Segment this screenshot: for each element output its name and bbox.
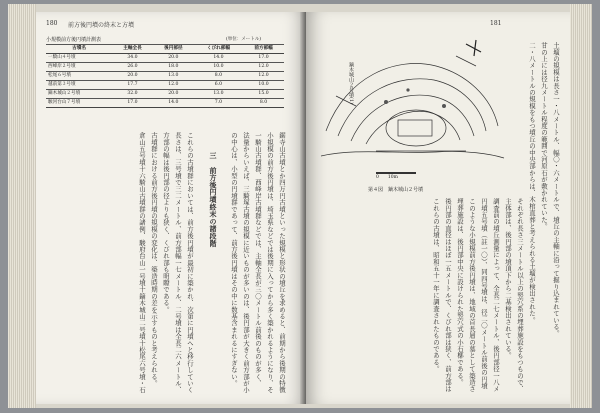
- table-cell: 西峰岸２号墳: [46, 63, 112, 72]
- table-cell: 7.0: [194, 99, 243, 108]
- right-page: [306, 12, 570, 404]
- table-cell: 17.0: [243, 54, 284, 63]
- table-cell: 6.0: [194, 81, 243, 90]
- table-row: [46, 90, 284, 99]
- table-cell: 17.0: [112, 99, 153, 108]
- table-cell: 34.0: [112, 54, 153, 63]
- body-text-column: それぞれ長さ三メートル以上の竪穴系の埋葬施設をもつもので、: [516, 198, 524, 393]
- measurement-table: [46, 44, 284, 108]
- table-cell: 12.0: [153, 81, 194, 90]
- table-row: [46, 81, 284, 90]
- table-header: 前方部幅: [243, 45, 284, 54]
- body-text-column: これらの古墳群においては、前方後円墳が最初に築かれ、次第に円墳へと移行していく: [186, 132, 194, 394]
- table-header: 後円部径: [153, 45, 194, 54]
- body-text-column: 法量からいえば、三騎塚古墳の規模に近いものが多いのは、後円部が大きく前方部が小: [242, 132, 250, 394]
- body-text-column: 小規模の前方後円墳は、埼玉県などでは後期に入ってから多く築かれるようになり、そ: [266, 132, 274, 394]
- page-edges-right: [570, 4, 592, 408]
- table-cell: 13.0: [153, 72, 194, 81]
- table-cell: 10.0: [194, 63, 243, 72]
- mound-outline: [386, 110, 446, 146]
- body-text-column: このような小規模前方後円墳は、地域の首長層の墓として築造さ: [468, 198, 476, 393]
- table-row: [46, 99, 284, 108]
- body-text-column: の中心は、小型の円墳群であって、前方後円墳はその中に数基含まれるにすぎない。: [230, 132, 238, 387]
- burial-pit: [398, 120, 432, 136]
- contour-line: [321, 151, 504, 158]
- tumulus-plan-figure: [316, 36, 506, 186]
- body-text-column: 方部の幅は後円部の径よりも狭く、くびれ部も明瞭である。: [162, 132, 170, 313]
- table-cell: 松尾６号墳: [46, 72, 112, 81]
- body-text-column: 一騎山古墳群、西峰岸古墳群などでは、主軸全長が三〇メートル前後のものが多く、: [254, 132, 262, 387]
- body-text-column: 埋葬施設は、後円部中央に設けられた竪穴式の小石槨である。: [456, 198, 464, 386]
- left-page-number: 180: [46, 20, 58, 27]
- table-cell: 8.0: [243, 99, 284, 108]
- table-header: 主軸全長: [112, 45, 153, 54]
- table-cell: 18.0: [153, 63, 194, 72]
- section-heading: 三 前方後円墳終末の諸段階: [209, 152, 218, 247]
- body-text-column: 調査前の墳丘測量によって、全長二七メートル、後円部径一八メ: [492, 198, 500, 393]
- body-text-column: 主体部は、後円部の墳頂下から二基検出されている。: [504, 198, 512, 359]
- left-page: [36, 12, 306, 404]
- body-text-column: 倉山五号墳十六騎山古墳群の諸例、駿府台山一号墳十鏑木城山二号墳十松尾六号墳・石: [138, 132, 146, 394]
- table-cell: 14.0: [194, 54, 243, 63]
- table-row: [46, 63, 284, 72]
- table-cell: 14.0: [153, 99, 194, 108]
- table-cell: 8.0: [194, 72, 243, 81]
- body-text-column: 二・八メートルの規模をもつ墳丘の中央部からは、木棺直葬と考えられる土壙が検出された。: [528, 42, 536, 324]
- north-arrow-icon: [466, 40, 481, 56]
- table-cell: 32.0: [112, 90, 153, 99]
- table-cell: 20.0: [153, 54, 194, 63]
- table-cell: 一騎山４号墳: [46, 54, 112, 63]
- table-cell: 越前第３号墳: [46, 81, 112, 90]
- table-cell: 20.0: [112, 72, 153, 81]
- figure-caption: 第４図 鏑木城山２号墳: [368, 187, 424, 193]
- left-running-head: 前方後円墳の終末と方墳: [68, 22, 135, 29]
- table-header-row: [46, 45, 284, 54]
- table-cell: 鏑木城山２号墳: [46, 90, 112, 99]
- body-text-column: 円墳五号墳（註一〇）、同四号墳は、径二〇メートル前後の円墳: [480, 198, 488, 390]
- body-text-column: これらの古墳は、昭和五十一年に調査されたものである。: [432, 198, 440, 373]
- table-title: 小規模前方後円墳計測表: [46, 37, 102, 43]
- table-header: 古墳名: [46, 45, 112, 54]
- table-cell: 26.0: [112, 63, 153, 72]
- figure-inset-label: 鏑木城山２号墳(1): [348, 62, 354, 105]
- body-text-column: 古墳群における前方後円墳の規模の変化は、築造時期の差を示すものと考えられる。: [150, 132, 158, 387]
- table-cell: 駿河台山７号墳: [46, 99, 112, 108]
- table-cell: 12.0: [243, 72, 284, 81]
- table-unit: (単位：メートル): [226, 37, 262, 42]
- figure-scale-label: 0 10m: [376, 175, 398, 180]
- right-page-number: 181: [490, 20, 502, 27]
- open-book: [8, 4, 592, 408]
- body-text-column: 土壙の規模は長さ一・八メートル、幅〇・六メートルで、墳丘の主軸に沿って掘り込まれている。: [552, 42, 560, 337]
- body-text-column: 後円部の直径はほぼ一五メートルで、くびれ部は狭く、前方部は: [444, 198, 452, 393]
- table-row: [46, 72, 284, 81]
- body-text-column: 甘の上には径九メートル程度の範囲で河原石が敷かれていた。: [540, 42, 548, 230]
- body-text-column: 鋸寺山古墳とか四万円古墳といった規模と形状の墳丘を求めると、前期から後期の特徴: [278, 132, 286, 394]
- contour-line: [338, 79, 486, 136]
- table-cell: 17.7: [112, 81, 153, 90]
- table-cell: 20.0: [153, 90, 194, 99]
- table-cell: 15.0: [243, 90, 284, 99]
- table-cell: 10.0: [243, 81, 284, 90]
- body-text-column: 長さは、三号墳で三二メートル、前方部幅一七メートル、二号墳は全長二六メートル、: [174, 132, 182, 394]
- page-edges-left: [8, 4, 36, 408]
- table-cell: 12.0: [243, 63, 284, 72]
- table-cell: 13.0: [194, 90, 243, 99]
- contour-line: [351, 95, 474, 141]
- table-row: [46, 54, 284, 63]
- table-header: くびれ部幅: [194, 45, 243, 54]
